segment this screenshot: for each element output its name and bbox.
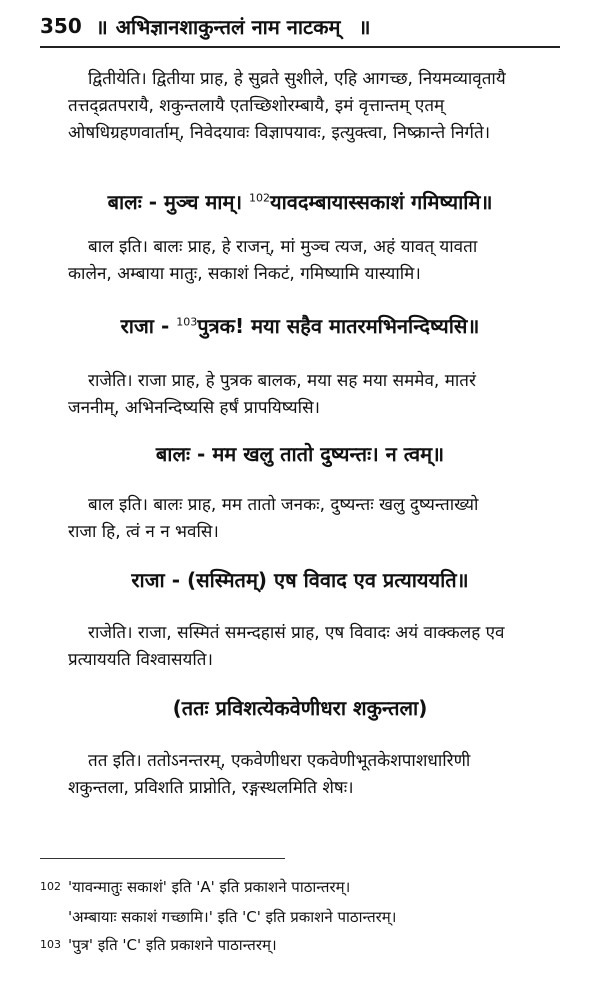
footnote-number: 103: [40, 938, 61, 951]
footnote-divider: [40, 858, 285, 859]
footnote-102: [40, 876, 560, 928]
text-line: ओषधिग्रहणवार्ताम्, निवेदयावः विज्ञापयावः, इत्युक्त्वा, निष्क्रान्ते निर्गते।: [68, 123, 491, 143]
footnote-marker: 103: [176, 315, 198, 329]
footnote-text: 'अम्बायाः सकाशं गच्छामि।' इति 'C' इति प्रकाशने पाठान्तरम्।: [68, 908, 397, 926]
verse-line-3: [0, 440, 600, 467]
footnote-marker: 102: [249, 191, 271, 205]
text-line: बाल इति। बालः प्राह, हे राजन्, मां मुञ्च त्यज, अहं यावत् यावता: [88, 237, 478, 257]
text-line: राजेति। राजा, सस्मितं समन्दहासं प्राह, एष विवादः अयं वाक्कलह एव: [88, 623, 505, 643]
page-header: [40, 6, 560, 48]
commentary-paragraph-5: [68, 620, 546, 674]
verse-text: राजा - (सस्मितम्) एष विवाद एव प्रत्याययति॥: [131, 568, 469, 592]
footnote-text: 'पुत्र' इति 'C' इति प्रकाशने पाठान्तरम्।: [68, 936, 277, 954]
verse-line-2: [0, 312, 600, 339]
text-line: राजा हि, त्वं न न भवसि।: [68, 522, 219, 542]
text-line: प्रत्याययति विश्वासयति।: [68, 650, 213, 670]
commentary-paragraph-2: [68, 234, 546, 288]
footnote-text: 'यावन्मातुः सकाशं' इति 'A' इति प्रकाशने पाठान्तरम्।: [68, 878, 351, 896]
text-line: कालेन, अम्बाया मातुः, सकाशं निकटं, गमिष्यामि यास्यामि।: [68, 264, 421, 284]
text-line: शकुन्तला, प्रविशति प्राप्नोति, रङ्गस्थलमिति शेषः।: [68, 778, 354, 798]
verse-text: बालः - मुञ्च माम्।: [107, 190, 243, 214]
page-number: 350: [40, 14, 82, 38]
commentary-paragraph-6: [68, 748, 546, 802]
text-line: जननीम्, अभिनन्दिष्यसि हर्षं प्रापयिष्यसि।: [68, 398, 320, 418]
stage-direction: [0, 694, 600, 721]
text-line: द्वितीयेति। द्वितीया प्राह, हे सुव्रते सुशीले, एहि आगच्छ, नियमव्यावृतायै: [88, 69, 506, 89]
text-line: तत इति। ततोऽनन्तरम्, एकवेणीधरा एकवेणीभूतकेशपाशधारिणी: [88, 751, 471, 771]
text-line: राजेति। राजा प्राह, हे पुत्रक बालक, मया सह मया सममेव, मातरं: [88, 371, 476, 391]
verse-text: पुत्रक! मया सहैव मातरमभिनन्दिष्यसि॥: [197, 314, 480, 338]
verse-text: यावदम्बायास्सकाशं गमिष्यामि॥: [270, 190, 493, 214]
verse-line-4: [0, 566, 600, 593]
footnote-103: [40, 934, 560, 956]
header-end-mark: ॥: [358, 14, 371, 39]
verse-text: राजा -: [120, 314, 170, 338]
text-line: बाल इति। बालः प्राह, मम तातो जनकः, दुष्यन्तः खलु दुष्यन्ताख्यो: [88, 495, 479, 515]
footnote-number: 102: [40, 880, 61, 893]
commentary-paragraph-4: [68, 492, 546, 546]
verse-text: बालः - मम खलु तातो दुष्यन्तः। न त्वम्॥: [155, 442, 445, 466]
verse-line-1: [0, 188, 600, 215]
text-line: तत्तद्व्रतपरायै, शकुन्तलायै एतच्छिशोरम्बायै, इमं वृत्तान्तम् एतम्: [68, 96, 445, 116]
running-title: अभिज्ञानशाकुन्तलं नाम नाटकम्: [115, 14, 341, 39]
commentary-paragraph-1: [68, 66, 546, 147]
header-separator: ॥: [95, 14, 108, 39]
commentary-paragraph-3: [68, 368, 546, 422]
verse-text: (ततः प्रविशत्येकवेणीधरा शकुन्तला): [172, 696, 428, 720]
